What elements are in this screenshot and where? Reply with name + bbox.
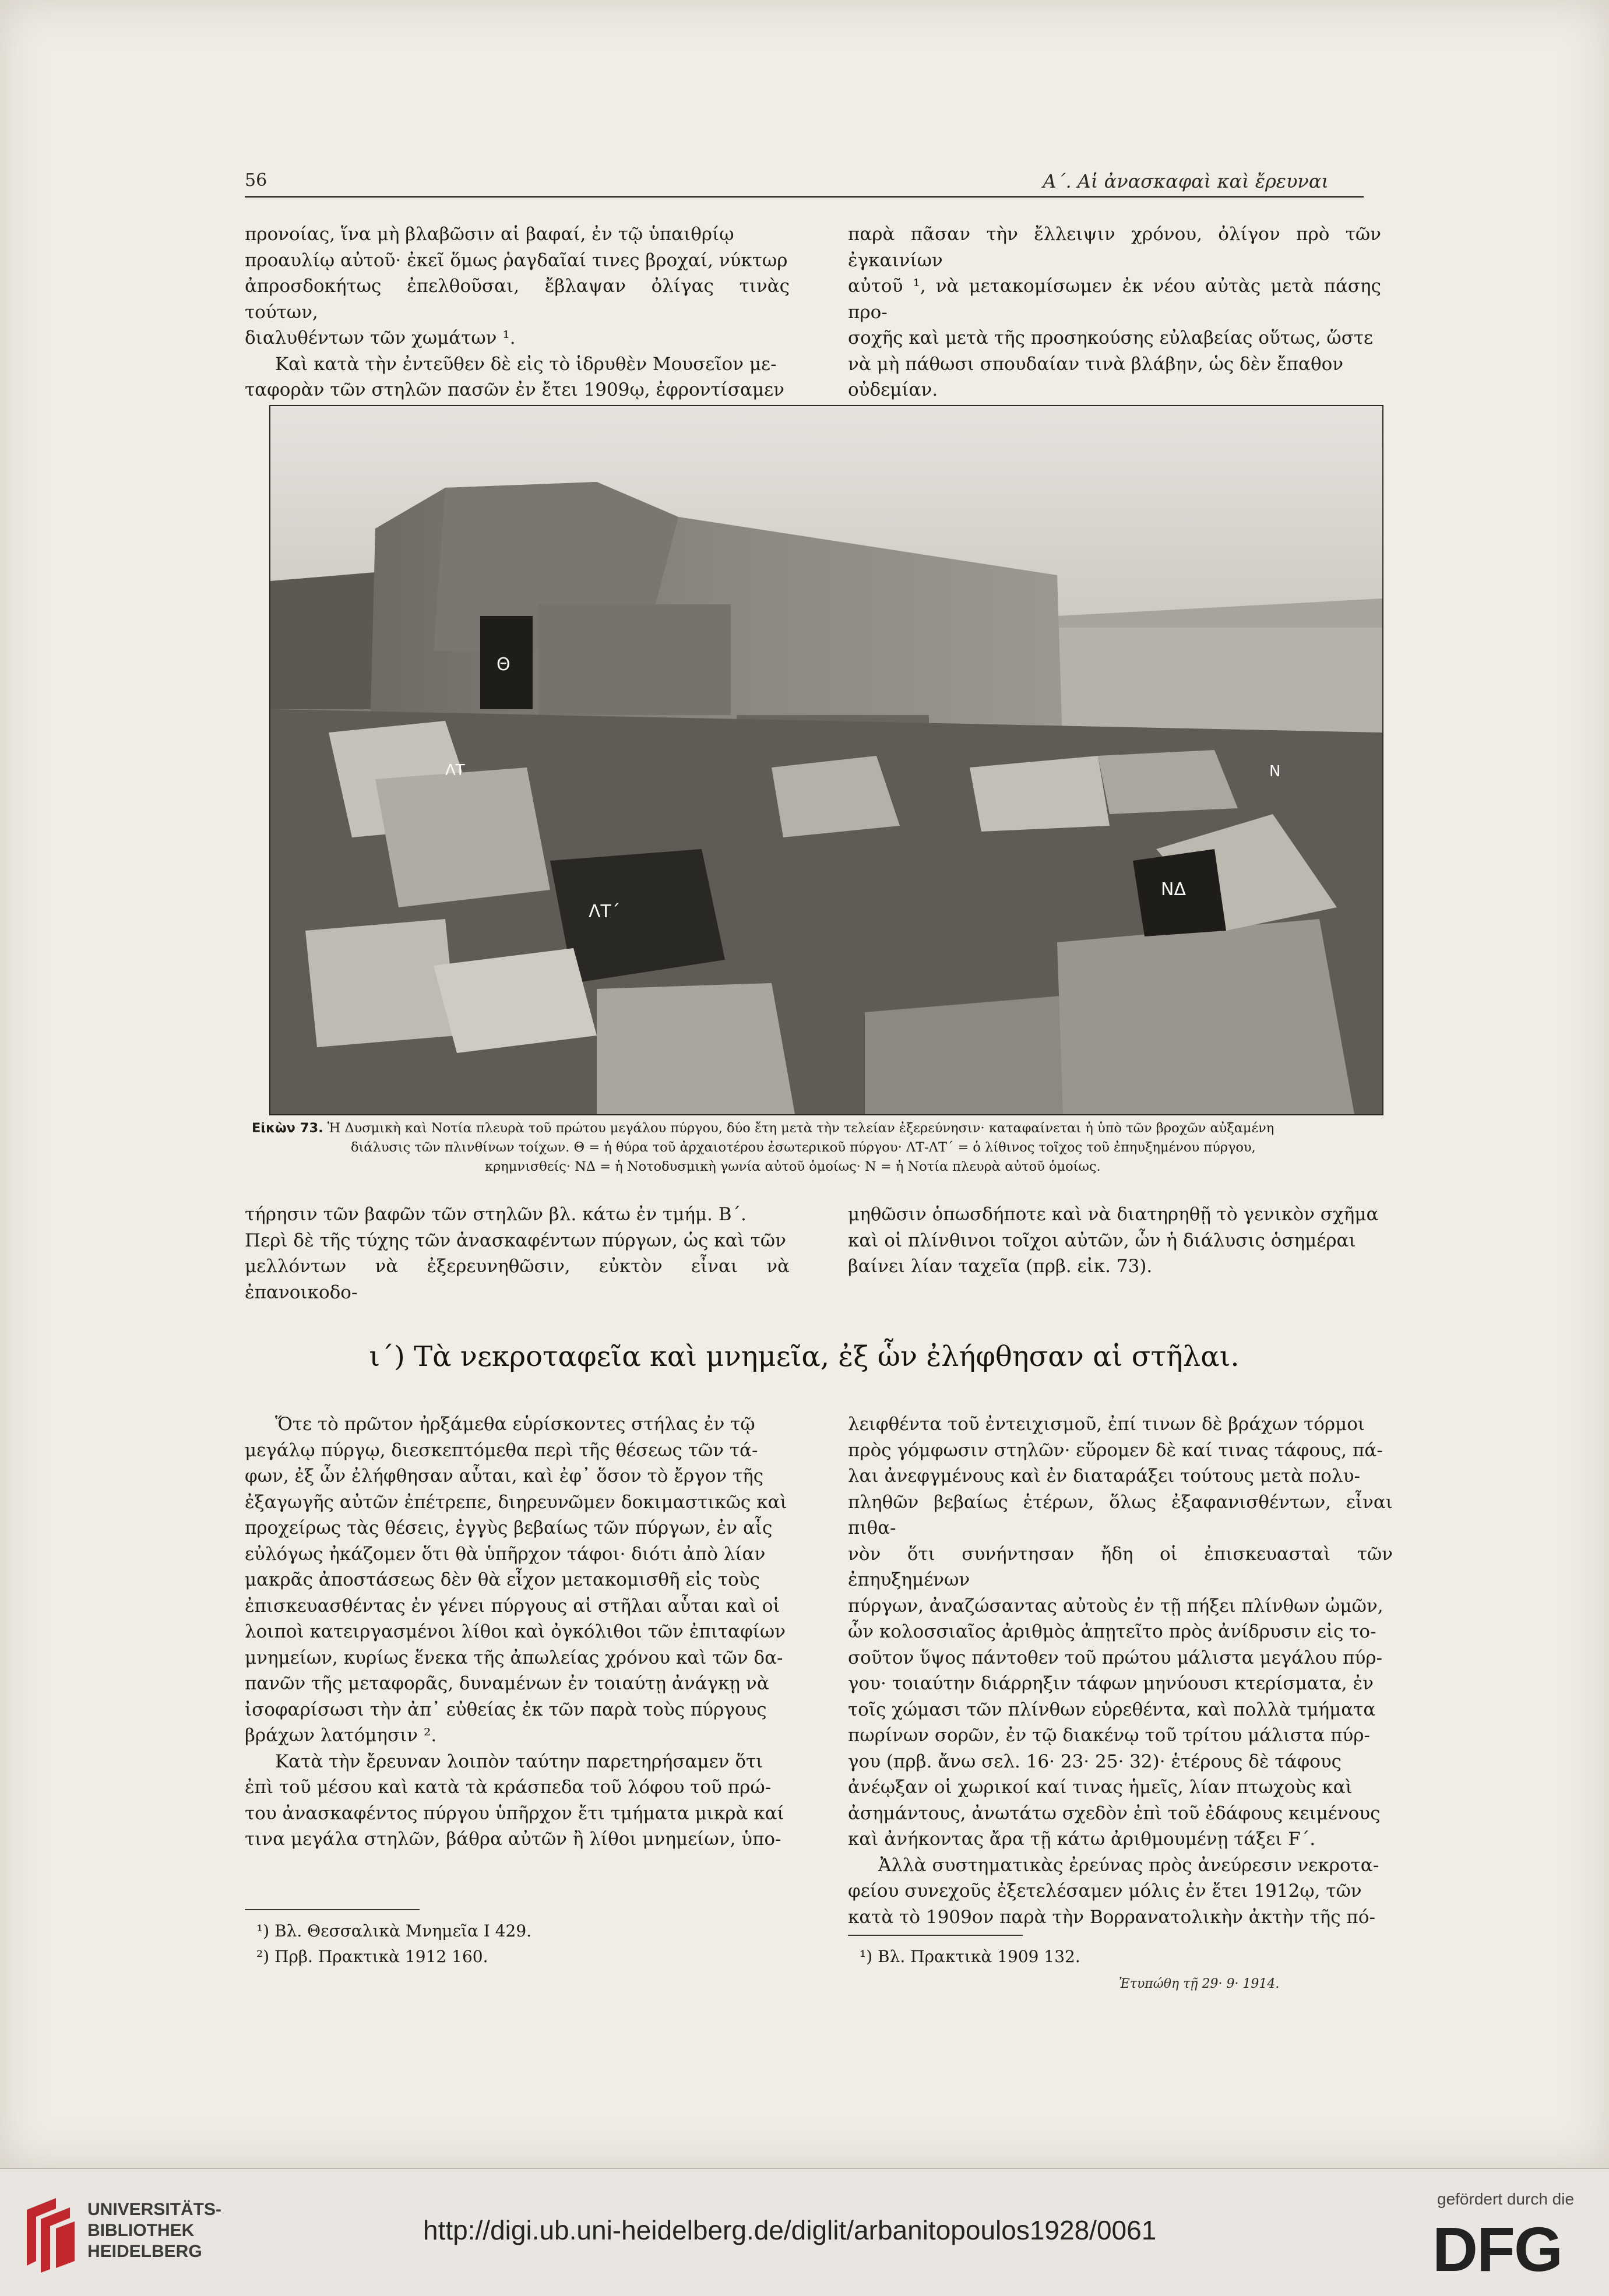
text-line: σοχῆς καὶ μετὰ τῆς προσηκούσης εὐλαβείας οὕτως, ὥστε bbox=[848, 328, 1374, 348]
text-line: διαλυθέντων τῶν χωμάτων ¹. bbox=[245, 328, 516, 348]
text-line: πύργων, ἀναζώσαντας αὐτοὺς ἐν τῇ πήξει πλίνθων ὠμῶν, bbox=[848, 1595, 1383, 1617]
footnotes-right bbox=[860, 1944, 1080, 1970]
footnote: ¹) Βλ. Πρακτικὰ 1909 132. bbox=[860, 1947, 1080, 1966]
text-line: μνημείων, κυρίως ἕνεκα τῆς ἀπωλείας χρόνου καὶ τῶν δα- bbox=[245, 1647, 783, 1668]
figure-caption bbox=[252, 1119, 1394, 1177]
text-line: νὸν ὅτι συνήντησαν ἤδη οἱ ἐπισκευασταὶ τῶν ἐπηυξημένων bbox=[848, 1543, 1393, 1590]
text-line: γου· τοιαύτην διάρρηξιν τάφων μηνύουσι κτερίσματα, ἐν bbox=[848, 1673, 1374, 1694]
footnotes-left bbox=[256, 1918, 531, 1970]
text-line: οὐδεμίαν. bbox=[848, 379, 938, 400]
footnote: ¹) Βλ. Θεσσαλικὰ Μνημεῖα Ι 429. bbox=[256, 1921, 532, 1941]
text-line: μελλόντων νὰ ἐξερευνηθῶσιν, εὐκτὸν εἶναι νὰ ἐπανοικοδο- bbox=[245, 1256, 790, 1303]
footnote-rule-right bbox=[848, 1935, 1023, 1936]
text-line: ὧν κολοσσιαῖος ἀριθμὸς ἀπῃτεῖτο πρὸς ἀνίδρυσιν εἰς το- bbox=[848, 1621, 1376, 1642]
text-line: κατὰ τὸ 1909ον παρὰ τὴν Βορρανατολικὴν ἀκτὴν τῆς πό- bbox=[848, 1906, 1375, 1928]
text-line: λειφθέντα τοῦ ἐντειχισμοῦ, ἐπί τινων δὲ βράχων τόρμοι bbox=[848, 1414, 1365, 1435]
top-left-column bbox=[245, 221, 790, 403]
text-line: καὶ ἀνήκοντας ἄρα τῇ κάτω ἀριθμουμένῃ τάξει F´. bbox=[848, 1829, 1316, 1850]
text-line: σοῦτον ὕψος πάντοθεν τοῦ πρώτου μάλιστα μεγάλου πύρ- bbox=[848, 1647, 1383, 1668]
body-right-column bbox=[848, 1411, 1393, 1930]
text-line: τοῖς χώμασι τῶν πλίνθων εὑρεθέντα, καὶ πολλὰ τμήματα bbox=[848, 1699, 1376, 1720]
text-line: βαίνει λίαν ταχεῖα (πρβ. εἰκ. 73). bbox=[848, 1256, 1153, 1277]
text-line: προαυλίῳ αὐτοῦ· ἐκεῖ ὅμως ῥαγδαῖαί τινες βροχαί, νύκτωρ bbox=[245, 249, 788, 271]
funded-by-text: gefördert durch die bbox=[1437, 2190, 1575, 2208]
text-line: αὐτοῦ ¹, νὰ μετακομίσωμεν ἐκ νέου αὐτὰς μετὰ πάσης προ- bbox=[848, 276, 1381, 323]
text-line: Ὅτε τὸ πρῶτον ἠρξάμεθα εὑρίσκοντες στήλας ἐν τῷ bbox=[275, 1414, 755, 1435]
text-line: ἐπισκευασθέντας ἐν γένει πύργους αἱ στῆλαι αὗται καὶ οἱ bbox=[245, 1595, 780, 1617]
library-name-line: UNIVERSITÄTS- bbox=[87, 2200, 222, 2219]
body-left-column bbox=[245, 1411, 790, 1853]
text-line: προχείρως τὰς θέσεις, ἐγγὺς βεβαίως τῶν πύργων, ἐν αἷς bbox=[245, 1517, 773, 1538]
text-line: Ἀλλὰ συστηματικὰς ἐρεύνας πρὸς ἀνεύρεσιν νεκροτα- bbox=[878, 1854, 1379, 1876]
text-line: Κατὰ τὴν ἔρευναν λοιπὸν ταύτην παρετηρήσαμεν ὅτι bbox=[275, 1751, 763, 1772]
text-line: ταφορὰν τῶν στηλῶν πασῶν ἐν ἔτει 1909ῳ, ἐφροντίσαμεν bbox=[245, 379, 784, 400]
text-line: πληθῶν βεβαίως ἑτέρων, ὅλως ἐξαφανισθέντων, εἶναι πιθα- bbox=[848, 1491, 1393, 1538]
label-lt-small: ΛΤ bbox=[445, 762, 465, 779]
text-line: ἀνέῳξαν οἱ χωρικοί καί τινας ἡμεῖς, λίαν πτωχοὺς καὶ bbox=[848, 1777, 1353, 1798]
page-number: 56 bbox=[245, 170, 267, 191]
caption-lead: Εἰκὼν 73. bbox=[252, 1121, 323, 1136]
text-line: του ἀνασκαφέντος πύργου ὑπῆρχον ἔτι τμήματα μικρὰ καί bbox=[245, 1802, 784, 1824]
footnote-rule-left bbox=[245, 1909, 420, 1910]
photo-illustration bbox=[270, 406, 1382, 1114]
text-line: πωρίνων σορῶν, ἐν τῷ διακένῳ τοῦ τρίτου μάλιστα πύρ- bbox=[848, 1725, 1370, 1746]
label-nd: ΝΔ bbox=[1161, 879, 1186, 900]
text-line: ἀπροσδοκήτως ἐπελθοῦσαι, ἔβλαψαν ὀλίγας τινὰς τούτων, bbox=[245, 276, 790, 323]
caption-line: κρημνισθείς· ΝΔ = ἡ Νοτοδυσμικὴ γωνία αὐτοῦ ὁμοίως· Ν = ἡ Νοτία πλευρὰ αὐτοῦ ὁμοίως. bbox=[485, 1159, 1101, 1174]
text-line: βράχων λατόμησιν ². bbox=[245, 1725, 437, 1746]
label-lt-large: ΛΤ´ bbox=[589, 902, 620, 922]
running-head: Α΄. Αἱ ἀνασκαφαὶ καὶ ἔρευναι bbox=[1043, 170, 1329, 192]
university-library-name bbox=[87, 2199, 221, 2262]
text-line: Καὶ κατὰ τὴν ἐντεῦθεν δὲ εἰς τὸ ἱδρυθὲν Μουσεῖον με- bbox=[275, 353, 777, 375]
text-line: παρὰ πᾶσαν τὴν ἔλλειψιν χρόνου, ὀλίγον πρὸ τῶν ἐγκαινίων bbox=[848, 224, 1381, 271]
print-date: Ἐτυπώθη τῇ 29· 9· 1914. bbox=[1119, 1977, 1280, 1991]
footnote: ²) Πρβ. Πρακτικὰ 1912 160. bbox=[256, 1947, 488, 1966]
text-line: φείου συνεχοῦς ἐξετελέσαμεν μόλις ἐν ἔτει 1912ῳ, τῶν bbox=[848, 1881, 1362, 1901]
label-n: Ν bbox=[1269, 763, 1281, 780]
page-header bbox=[245, 170, 1364, 198]
text-line: ἰσοφαρίσωσι τὴν ἀπ᾽ εὐθείας ἐκ τῶν παρὰ τοὺς πύργους bbox=[245, 1699, 767, 1720]
text-line: πρὸς γόμφωσιν στηλῶν· εὕρομεν δὲ καί τινας τάφους, πά- bbox=[848, 1439, 1383, 1461]
permalink-url[interactable]: http://digi.ub.uni-heidelberg.de/diglit/arbanitopoulos1928/0061 bbox=[423, 2215, 1157, 2245]
text-line: προνοίας, ἵνα μὴ βλαβῶσιν αἱ βαφαί, ἐν τῷ ὑπαιθρίῳ bbox=[245, 224, 734, 245]
text-line: πανῶν τῆς μεταφορᾶς, δυναμένων ἐν τοιαύτῃ ἀνάγκῃ νὰ bbox=[245, 1673, 769, 1694]
excavation-photograph bbox=[269, 405, 1383, 1115]
text-line: μηθῶσιν ὁπωσδήποτε καὶ νὰ διατηρηθῇ τὸ γενικὸν σχῆμα bbox=[848, 1204, 1379, 1225]
text-line: μεγάλῳ πύργῳ, διεσκεπτόμεθα περὶ τῆς θέσεως τῶν τά- bbox=[245, 1439, 758, 1461]
caption-line: Ἡ Δυσμικὴ καὶ Νοτία πλευρὰ τοῦ πρώτου μεγάλου πύργου, δύο ἔτη μετὰ τὴν τελείαν ἐξερεύνησιν· καταφαίνεται ἡ ὑπὸ τῶν βροχῶν αὐξαμένη bbox=[327, 1121, 1274, 1136]
caption-line: διάλυσις τῶν πλινθίνων τοίχων. Θ = ἡ θύρα τοῦ ἀρχαιοτέρου ἐσωτερικοῦ πύργου· ΛΤ-ΛΤ´ = ὁ λίθινος τοῖχος τοῦ ἐπηυξημένου πύργου, bbox=[351, 1140, 1256, 1155]
section-heading: ι΄) Τὰ νεκροταφεῖα καὶ μνημεῖα, ἐξ ὧν ἐλήφθησαν αἱ στῆλαι. bbox=[369, 1340, 1240, 1373]
mid-left-column bbox=[245, 1202, 790, 1305]
digitization-footer bbox=[0, 2168, 1609, 2296]
university-library-logo-icon bbox=[16, 2192, 80, 2274]
text-line: γου (πρβ. ἄνω σελ. 16· 23· 25· 32)· ἑτέρους δὲ τάφους bbox=[848, 1751, 1342, 1772]
text-line: ἐπὶ τοῦ μέσου καὶ κατὰ τὰ κράσπεδα τοῦ λόφου τοῦ πρώ- bbox=[245, 1777, 772, 1798]
dfg-logo: DFG bbox=[1432, 2214, 1562, 2284]
library-name-line: BIBLIOTHEK bbox=[87, 2221, 195, 2240]
text-line: Περὶ δὲ τῆς τύχης τῶν ἀνασκαφέντων πύργων, ὡς καὶ τῶν bbox=[245, 1230, 786, 1251]
text-line: μακρᾶς ἀποστάσεως δὲν θὰ εἶχον μετακομισθῆ εἰς τοὺς bbox=[245, 1569, 760, 1590]
text-line: εὐλόγως ἠκάζομεν ὅτι θὰ ὑπῆρχον τάφοι· διότι ἀπὸ λίαν bbox=[245, 1543, 766, 1565]
text-line: λαι ἀνεφγμένους καὶ ἐν διαταράξει τούτους μετὰ πολυ- bbox=[848, 1466, 1360, 1487]
text-line: ἀσημάντους, ἀνωτάτω σχεδὸν ἐπὶ τοῦ ἐδάφους κειμένους bbox=[848, 1802, 1381, 1824]
text-line: ἐξαγωγῆς αὐτῶν ἐπέτρεπε, διηρευνῶμεν δοκιμαστικῶς καὶ bbox=[245, 1491, 787, 1513]
text-line: νὰ μὴ πάθωσι σπουδαίαν τινὰ βλάβην, ὡς δὲν ἔπαθον bbox=[848, 353, 1344, 375]
text-line: φων, ἐξ ὧν ἐλήφθησαν αὗται, καὶ ἐφ᾽ ὅσον τὸ ἔργον τῆς bbox=[245, 1466, 764, 1487]
label-theta: Θ bbox=[497, 654, 510, 675]
mid-right-column bbox=[848, 1202, 1393, 1280]
text-line: καὶ οἱ πλίνθινοι τοῖχοι αὐτῶν, ὧν ἡ διάλυσις ὁσημέραι bbox=[848, 1230, 1356, 1251]
text-line: τινα μεγάλα στηλῶν, βάθρα αὐτῶν ἢ λίθοι μνημείων, ὑπο- bbox=[245, 1829, 781, 1850]
text-line: τήρησιν τῶν βαφῶν τῶν στηλῶν βλ. κάτω ἐν τμήμ. Β΄. bbox=[245, 1204, 747, 1225]
text-line: λοιποὶ κατειργασμένοι λίθοι καὶ ὀγκόλιθοι τῶν ἐπιταφίων bbox=[245, 1621, 786, 1642]
library-name-line: HEIDELBERG bbox=[87, 2242, 202, 2261]
